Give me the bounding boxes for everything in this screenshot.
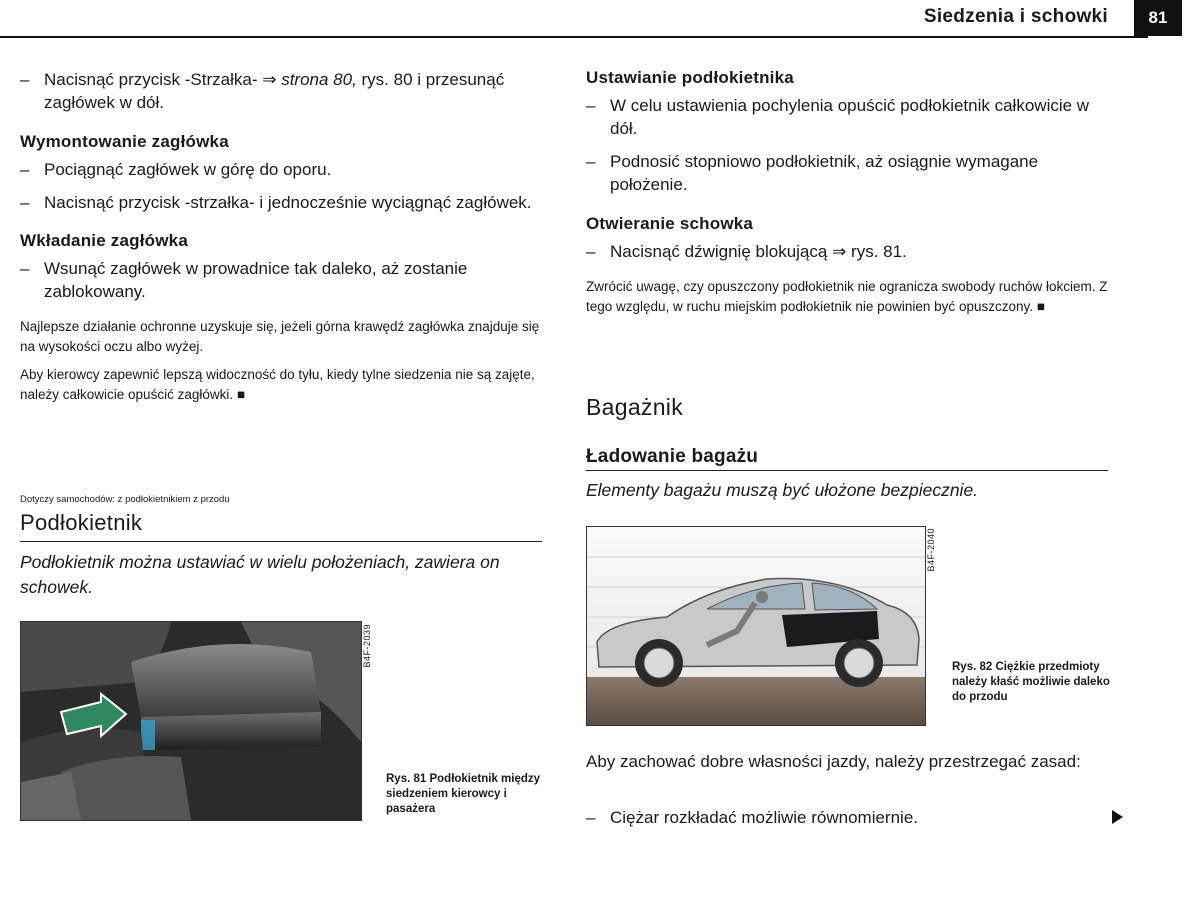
list-item: – Podnosić stopniowo podłokietnik, aż osiągnie wymagane położenie. <box>586 152 1039 194</box>
body-paragraph: Aby zachować dobre własności jazdy, należy przestrzegać zasad: <box>586 752 1081 771</box>
figure-caption: Rys. 81 Podłokietnik między siedzeniem kierowcy i pasażera <box>386 773 541 815</box>
header-rule <box>0 36 1148 38</box>
list-item: – Nacisnąć dźwignię blokującą ⇒ rys. 81. <box>586 242 907 261</box>
section-rule <box>20 541 542 542</box>
list-item: – Pociągnąć zagłówek w górę do oporu. <box>20 160 332 179</box>
section-title-trunk: Bagażnik <box>586 394 684 420</box>
list-item: – Wsunąć zagłówek w prowadnice tak daleko, aż zostanie zablokowany. <box>20 259 468 301</box>
heading-open: Otwieranie schowka <box>586 214 754 233</box>
car-loading-illustration <box>587 527 925 725</box>
heading-adjust: Ustawianie podłokietnika <box>586 68 794 87</box>
list-dash: – <box>20 70 30 89</box>
section-lead: Elementy bagażu muszą być ułożone bezpiecznie. <box>586 480 979 500</box>
note-paragraph: Zwrócić uwagę, czy opuszczony podłokietnik nie ogranicza swobody ruchów łokciem. Z tego względu, w ruchu miejskim podłokietnik nie powinien być opuszczony. ■ <box>586 279 1108 314</box>
armrest-illustration <box>21 622 361 820</box>
section-title-armrest: Podłokietnik <box>20 510 143 535</box>
page-number: 81 <box>1134 0 1182 36</box>
subsection-title-loading: Ładowanie bagażu <box>586 446 759 467</box>
figure-caption: Rys. 82 Ciężkie przedmioty należy kłaść możliwie daleko do przodu <box>952 661 1110 703</box>
section-lead: Podłokietnik można ustawiać w wielu położeniach, zawiera on schowek. <box>20 552 500 597</box>
figure-armrest <box>20 621 362 821</box>
note-paragraph: Najlepsze działanie ochronne uzyskuje się, jeżeli górna krawędź zagłówka znajduje się na wysokości oczu albo wyżej. <box>20 319 540 354</box>
heading-insert: Wkładanie zagłówka <box>20 231 188 250</box>
left-column <box>20 68 540 405</box>
section-rule <box>586 470 1108 471</box>
figure-car <box>586 526 926 726</box>
applies-to-label: Dotyczy samochodów: z podłokietnikiem z przodu <box>20 494 230 505</box>
note-paragraph: Aby kierowcy zapewnić lepszą widoczność do tyłu, kiedy tylne siedzenia nie są zajęte, należy całkowicie opuścić zagłówki. ■ <box>20 367 535 402</box>
list-item: – Nacisnąć przycisk -Strzałka- ⇒ strona 80, rys. 80 i przesunąć zagłówek w dół. <box>20 70 505 112</box>
figure-code: B4F-2039 <box>362 624 372 668</box>
heading-removal: Wymontowanie zagłówka <box>20 132 229 151</box>
figure-code: B4F-2040 <box>926 528 936 572</box>
page-header-title: Siedzenia i schowki <box>923 6 1108 27</box>
list-item: – Ciężar rozkładać możliwie równomiernie. <box>586 808 918 827</box>
continue-arrow-icon <box>1112 810 1123 824</box>
list-item: – W celu ustawienia pochylenia opuścić podłokietnik całkowicie w dół. <box>586 96 1090 138</box>
right-column <box>586 68 1108 317</box>
list-item: – Nacisnąć przycisk -strzałka- i jednocześnie wyciągnąć zagłówek. <box>20 193 532 212</box>
